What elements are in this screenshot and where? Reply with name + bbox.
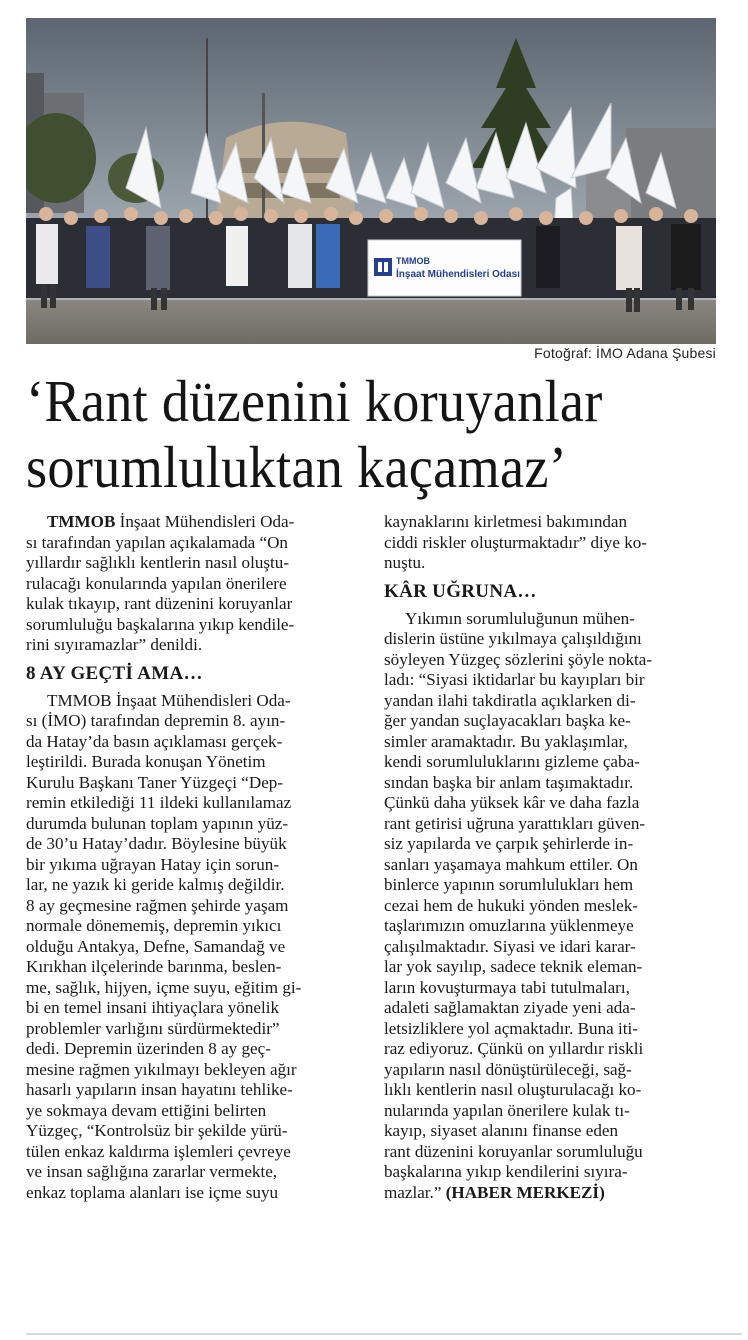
body-line: de 30’u Hatay’dadır. Böylesine büyük [26, 834, 287, 853]
body-line: remin etkilediği 11 ildeki kullanılamaz [26, 793, 292, 812]
body-line: nuştu. [384, 553, 426, 572]
headline-line-1: ‘Rant düzenini koruyanlar [26, 368, 603, 434]
body-line: raz ediyoruz. Çünkü on yıllardır riskli [384, 1039, 644, 1058]
body-line: sı (İMO) tarafından depremin 8. ayın- [26, 711, 286, 730]
intro-paragraph [26, 512, 366, 656]
body-line: lar, ne yazık ki geride kalmış değildir. [26, 875, 285, 894]
body-line: sanları yaşamaya mahkum ettiler. On [384, 854, 638, 874]
body-line: normale dönememiş, depremin yıkıcı [26, 916, 282, 935]
body-line: yandan ilahi takdiratla açıklarken di- [384, 690, 636, 710]
body-line: taşlarımızın omuzlarına yüklenmeye [384, 916, 634, 935]
body-line: Yüzgeç, “Kontrolsüz bir şekilde yürü- [26, 1121, 288, 1140]
intro-line: kulak tıkayıp, rant düzenini koruyanlar [26, 594, 293, 613]
body-line: kaynaklarını kirletmesi bakımından [384, 512, 628, 531]
body-line: ladı: “Siyasi iktidarlar bu kayıpları bir [384, 670, 645, 689]
body-line: da Hatay’da basın açıklaması gerçek- [26, 731, 283, 751]
body-line: mesine rağmen yıkılmayı bekleyen ağır [26, 1059, 297, 1079]
intro-line: sı tarafından yapılan açıkalamada “On [26, 532, 288, 552]
article-column-right [384, 512, 724, 1203]
body-paragraph-left [26, 691, 366, 1204]
body-line: ve insan sağlığına zararlar vermekte, [26, 1162, 278, 1181]
body-line: durumda bulunan toplam yapının yüz- [26, 813, 289, 833]
body-line: enkaz toplama alanları ise içme suyu [26, 1182, 279, 1202]
body-line: Kurulu Başkanı Taner Yüzgeçi “Dep- [26, 772, 284, 792]
body-line: dislerin üstüne yıkılmaya çalışıldığını [384, 629, 642, 648]
body-line: dedi. Depremin üzerinden 8 ay geç- [26, 1039, 271, 1058]
body-line: leştirildi. Burada konuşan Yönetim [26, 752, 266, 771]
body-line: nularında yapılan önerilere kulak tı- [384, 1100, 630, 1120]
body-line: bir yıkıma uğrayan Hatay için sorun- [26, 854, 280, 874]
article-column-left [26, 512, 366, 1203]
body-line: bi en temel insani ihtiyaçlara yönelik [26, 998, 280, 1017]
body-line: sından başka bir anlam taşımaktadır. [384, 772, 634, 792]
body-line: ğer yandan suçlayacakları başka ke- [384, 711, 631, 730]
body-line: lar yok sayılıp, sadece teknik eleman- [384, 957, 643, 976]
intro-line: sorumluluğu başkalarına yıkıp kendile- [26, 614, 295, 634]
body-line: rant düzenini koruyanlar sorumluluğu [384, 1141, 643, 1161]
body-paragraph-right [384, 609, 724, 1204]
body-line: başkalarına yıkıp kendilerini sıyıra- [384, 1162, 628, 1181]
news-photo [26, 18, 716, 344]
body-line: söyleyen Yüzgeç sözlerini şöyle nokta- [384, 649, 653, 669]
signature: (HABER MERKEZİ) [445, 1182, 605, 1202]
body-line: adaleti sağlamaktan ziyade yeni ada- [384, 998, 636, 1017]
body-line: olduğu Antakya, Defne, Samandağ ve [26, 936, 286, 956]
intro-line: rini sıyıramazlar” denildi. [26, 635, 203, 654]
intro-line: rulacağı konularında yapılan önerilere [26, 573, 287, 593]
body-line: simler aramaktadır. Bu yaklaşımlar, [384, 731, 628, 751]
headline [26, 368, 670, 500]
body-line: tülen enkaz kaldırma işlemleri çevreye [26, 1141, 291, 1161]
body-line: cezai hem de hukuki yönden meslek- [384, 895, 638, 915]
body-line: binlerce yapının sorumlulukları hem [384, 875, 634, 894]
photo-credit: Fotoğraf: İMO Adana Şubesi [534, 345, 716, 361]
body-line: ların kovuşturmaya tabi tutulmaları, [384, 977, 630, 997]
body-line: yapıların nasıl dönüştürüleceği, sağ- [384, 1059, 632, 1079]
body-line: kayıp, siyaset alanını finanse eden [384, 1121, 619, 1140]
body-line: Çünkü daha yüksek kâr ve daha fazla [384, 793, 640, 812]
body-line: TMMOB İnşaat Mühendisleri Oda- [47, 690, 291, 710]
body-line: me, sağlık, hijyen, içme suyu, eğitim gi- [26, 977, 302, 997]
intro-line: yıllardır sağlıklı kentlerin nasıl oluştu- [26, 553, 290, 572]
body-line: hasarlı yapıların insan hayatını tehlike- [26, 1080, 293, 1099]
body-line: lıklı kentlerin nasıl oluşturulacağı ko- [384, 1080, 642, 1099]
page-bottom-rule [26, 1333, 742, 1335]
intro-lead: TMMOB [47, 512, 116, 531]
body-line: ciddi riskler oluşturmaktadır” diye ko- [384, 532, 647, 552]
subhead-8-ay: 8 AY GEÇTİ AMA… [26, 662, 203, 684]
continuation-paragraph [384, 512, 724, 574]
body-line: Kırıkhan ilçelerinde barınma, beslen- [26, 957, 282, 976]
body-line: kendi sorumluluklarını gizleme çaba- [384, 752, 640, 771]
body-line: 8 ay geçmesine rağmen şehirde yaşam [26, 895, 289, 915]
body-line: çalışılmaktadır. Siyasi ve idari karar- [384, 936, 636, 956]
headline-line-2: sorumluluktan kaçamaz’ [26, 434, 568, 500]
banner-org: TMMOB [396, 256, 430, 266]
body-line: Yıkımın sorumluluğunun mühen- [405, 608, 635, 628]
protest-photo-illustration [26, 18, 716, 344]
intro-line: İnşaat Mühendisleri Oda- [115, 512, 295, 531]
body-line: rant getirisi uğruna yarattıkları güven- [384, 813, 646, 833]
body-line: ye sokmaya devam ettiğini belirten [26, 1100, 267, 1120]
banner-name: İnşaat Mühendisleri Odası [396, 269, 520, 280]
body-line: letsizliklere yol açmaktadır. Buna iti- [384, 1018, 638, 1038]
body-line: siz yapılarda ve çarpık şehirlerde in- [384, 834, 634, 853]
body-line: mazlar.” [384, 1182, 446, 1202]
body-line: problemler varlığını sürdürmektedir” [26, 1018, 280, 1038]
subhead-kar-ugruna: KÂR UĞRUNA… [384, 580, 537, 602]
